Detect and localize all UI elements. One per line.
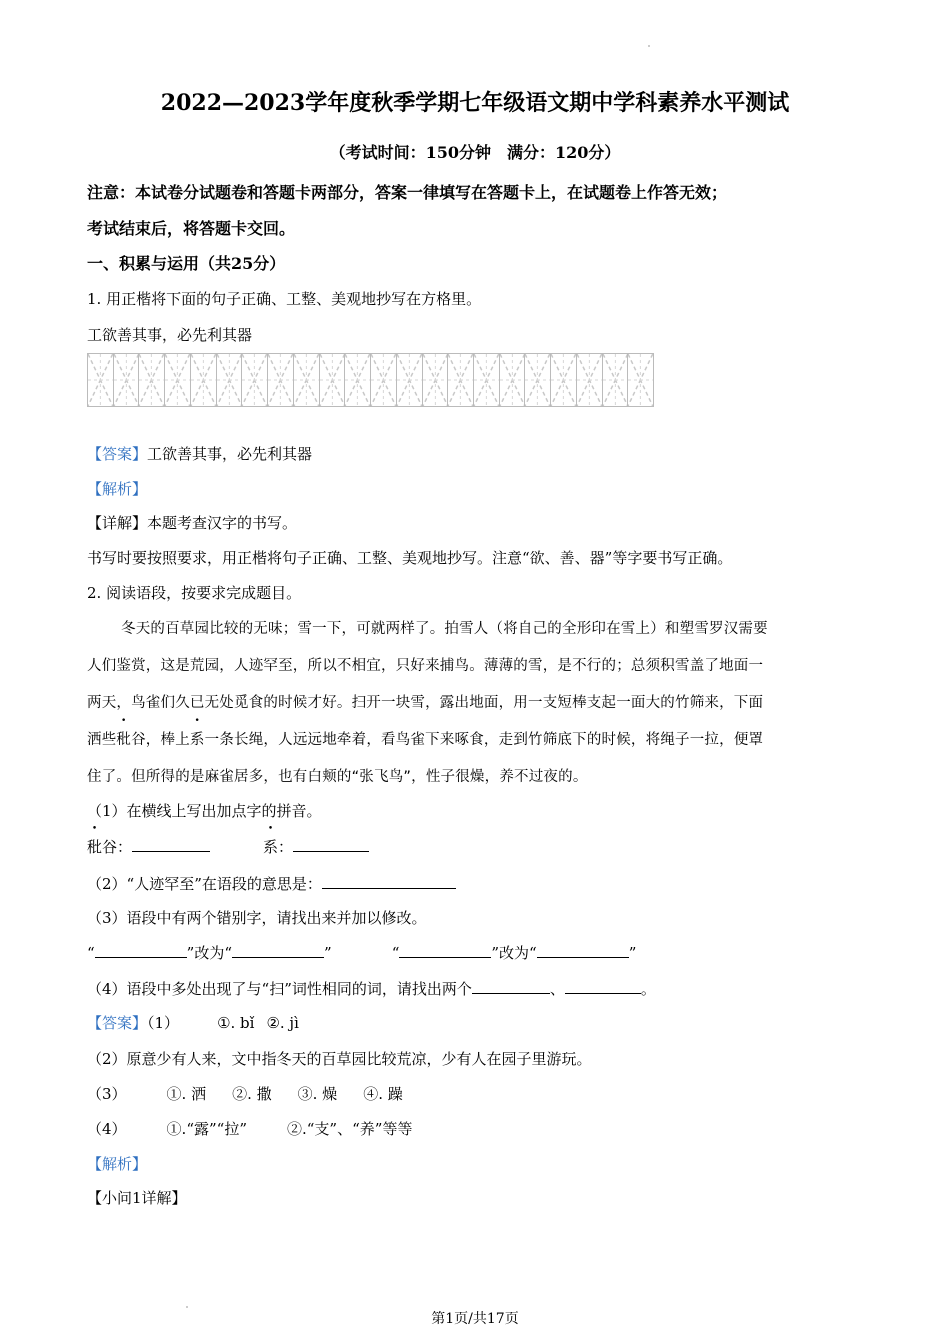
section-heading: 一、积累与运用（共25分） <box>87 254 286 273</box>
quote: ” <box>324 944 332 962</box>
grid-cell[interactable] <box>165 354 191 406</box>
sub2-text: （2）“人迹罕至”在语段的意思是： <box>87 875 322 893</box>
answer-item: ②. 撒 <box>232 1085 272 1103</box>
quote: “ <box>391 944 400 962</box>
q1-detail <box>87 512 297 533</box>
passage-seg: 谷，棒上 <box>131 732 190 748</box>
answer-item: ①.“露”“拉” <box>166 1120 247 1138</box>
pinyin-blank-1[interactable] <box>132 837 210 852</box>
passage-line-1: 冬天的百草园比较的无味；雪一下，可就两样了。拍雪人（将自己的全形印在雪上）和塑雪罗汉需要 <box>121 621 768 637</box>
change-to: ”改为“ <box>491 944 537 962</box>
passage-line-5: 住了。但所得的是麻雀居多，也有白颊的“张飞鸟”，性子很燥，养不过夜的。 <box>87 769 588 785</box>
q2-answer-3 <box>87 1083 403 1104</box>
q2-answer-1 <box>87 1012 299 1033</box>
answer-item: ①. 洒 <box>166 1085 207 1103</box>
grid-cell[interactable] <box>371 354 397 406</box>
grid-cell[interactable] <box>268 354 294 406</box>
sub3-prompt: （3）语段中有两个错别字，请找出来并加以修改。 <box>87 909 427 927</box>
answer-label: （4） <box>87 1120 127 1138</box>
sub1-prompt: （1）在横线上写出加点字的拼音。 <box>87 802 322 820</box>
dotted-char-bi: 秕 <box>116 732 132 748</box>
sub4-prompt <box>87 978 656 999</box>
pinyin-blank-2[interactable] <box>293 837 369 852</box>
answer-item: ②. jì <box>266 1014 299 1032</box>
grid-cell[interactable] <box>500 354 526 406</box>
answer-text: 工欲善其事，必先利其器 <box>147 445 313 463</box>
q1-explain: 书写时要按照要求，用正楷将句子正确、工整、美观地抄写。注意“欲、善、器”等字要书写正确。 <box>87 549 733 567</box>
detail-tag: 【详解】 <box>87 514 148 532</box>
dotted-char-ji: 系 <box>263 838 279 856</box>
page-number: 第1页/共17页 <box>431 1311 519 1327</box>
blank-label: ： <box>278 838 294 856</box>
wrong-char-blank-1[interactable] <box>95 943 187 958</box>
sub3-blanks <box>87 942 636 963</box>
grid-cell[interactable] <box>88 354 114 406</box>
grid-cell[interactable] <box>577 354 603 406</box>
fix-char-blank-2[interactable] <box>537 943 629 958</box>
grid-cell[interactable] <box>191 354 217 406</box>
grid-cell[interactable] <box>217 354 243 406</box>
grid-cell[interactable] <box>242 354 268 406</box>
grid-cell[interactable] <box>628 354 653 406</box>
q2-analysis-tag: 【解析】 <box>87 1155 148 1173</box>
answer-tag: 【答案】 <box>87 1014 148 1032</box>
q2-prompt: 2. 阅读语段，按要求完成题目。 <box>87 584 302 602</box>
word-blank-1[interactable] <box>472 979 550 994</box>
page-title: 2022—2023学年度秋季学期七年级语文期中学科素养水平测试 <box>160 90 790 116</box>
wrong-char-blank-2[interactable] <box>399 943 491 958</box>
grid-cell[interactable] <box>294 354 320 406</box>
sub1-blanks <box>87 836 369 857</box>
passage-line-3: 两天，鸟雀们久已无处觅食的时候才好。扫开一块雪，露出地面，用一支短棒支起一面大的竹筛来，下面 <box>87 695 764 711</box>
q1-answer <box>87 443 312 464</box>
dotted-char-bi: 秕 <box>87 838 103 856</box>
quote: “ <box>87 944 95 962</box>
grid-cell[interactable] <box>525 354 551 406</box>
grid-cell[interactable] <box>551 354 577 406</box>
notice-line-2: 考试结束后，将答题卡交回。 <box>87 219 296 238</box>
passage-line-2: 人们鉴赏，这是荒园，人迹罕至，所以不相宜，只好来捕鸟。薄薄的雪，是不行的；总须积雪盖了地面一 <box>87 658 764 674</box>
scan-speck <box>186 1306 188 1308</box>
detail-text: 本题考查汉字的书写。 <box>147 514 298 532</box>
separator: 、 <box>549 980 565 998</box>
passage-seg: 洒些 <box>87 732 117 748</box>
answer-item: ④. 躁 <box>363 1085 403 1103</box>
exam-info: （考试时间：150分钟 满分：120分） <box>329 143 621 162</box>
notice-line-1: 注意：本试卷分试题卷和答题卡两部分，答案一律填写在答题卡上，在试题卷上作答无效； <box>87 183 728 202</box>
grid-cell[interactable] <box>397 354 423 406</box>
sub4-text: （4）语段中多处出现了与“扫”词性相同的词，请找出两个 <box>87 980 472 998</box>
grid-cell[interactable] <box>320 354 346 406</box>
scan-speck <box>648 45 650 47</box>
answer-item: ③. 燥 <box>297 1085 338 1103</box>
answer-item: ②.“支”、“养”等等 <box>287 1120 413 1138</box>
answer-tag: 【答案】 <box>87 445 148 463</box>
q1-analysis-tag: 【解析】 <box>87 480 148 498</box>
q2-answer-4 <box>87 1118 412 1139</box>
grid-cell[interactable] <box>345 354 371 406</box>
passage-line-4 <box>87 728 865 749</box>
dotted-char-ji: 系 <box>189 732 205 748</box>
answer-label: （1） <box>147 1014 180 1032</box>
answer-item: ①. bǐ <box>217 1014 255 1032</box>
q1-prompt: 1. 用正楷将下面的句子正确、工整、美观地抄写在方格里。 <box>87 290 482 308</box>
answer-label: （3） <box>87 1085 127 1103</box>
change-to: ”改为“ <box>186 944 233 962</box>
blank-label: 谷： <box>102 838 133 856</box>
grid-cell[interactable] <box>423 354 449 406</box>
quote: ” <box>628 944 637 962</box>
q1-sentence: 工欲善其事，必先利其器 <box>87 326 253 344</box>
fix-char-blank-1[interactable] <box>232 943 324 958</box>
passage-seg: 一条长绳，人远远地牵着，看鸟雀下来啄食，走到竹筛底下的时候，将绳子一拉，便罩 <box>204 732 764 748</box>
grid-cell[interactable] <box>139 354 165 406</box>
grid-cell[interactable] <box>114 354 140 406</box>
q2-answer-2: （2）原意少有人来，文中指冬天的百草园比较荒凉，少有人在园子里游玩。 <box>87 1050 592 1068</box>
word-blank-2[interactable] <box>565 979 641 994</box>
grid-cell[interactable] <box>448 354 474 406</box>
grid-cell[interactable] <box>474 354 500 406</box>
sub2-prompt <box>87 873 456 894</box>
sub1-detail-heading: 【小问1详解】 <box>87 1189 187 1207</box>
writing-grid <box>87 353 654 407</box>
grid-cell[interactable] <box>603 354 629 406</box>
period: 。 <box>640 980 656 998</box>
meaning-blank[interactable] <box>322 874 456 889</box>
